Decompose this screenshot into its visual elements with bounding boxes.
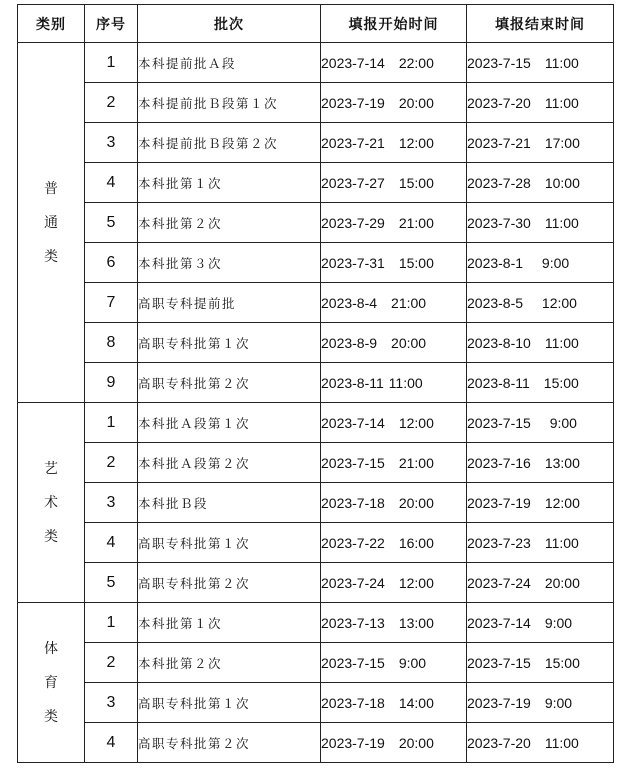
seq-cell: 4 [85,523,138,563]
batch-cell: 本科提前批Ｂ段第２次 [138,123,321,163]
category-label: 体育类 [44,640,58,725]
start-time-cell: 2023-7-13 13:00 [321,603,467,643]
start-time-cell: 2023-7-31 15:00 [321,243,467,283]
end-time-cell: 2023-7-19 9:00 [467,683,614,723]
seq-cell: 4 [85,163,138,203]
end-time-cell: 2023-7-23 11:00 [467,523,614,563]
category-label: 艺术类 [44,460,58,545]
header-row [18,5,614,43]
start-time-cell: 2023-7-14 22:00 [321,43,467,83]
seq-cell: 9 [85,363,138,403]
batch-cell: 本科提前批Ｂ段第１次 [138,83,321,123]
batch-cell: 高职专科批第２次 [138,723,321,763]
seq-cell: 1 [85,603,138,643]
table-row [18,523,614,563]
table-row [18,723,614,763]
start-time-cell: 2023-7-14 12:00 [321,403,467,443]
batch-cell: 高职专科批第２次 [138,563,321,603]
seq-cell: 4 [85,723,138,763]
table-row [18,603,614,643]
category-cell [18,43,85,403]
table-row [18,123,614,163]
category-cell [18,403,85,603]
table-row [18,403,614,443]
seq-cell: 2 [85,83,138,123]
header-start-time: 填报开始时间 [321,5,467,43]
table-row [18,83,614,123]
end-time-cell: 2023-8-5 12:00 [467,283,614,323]
end-time-cell: 2023-7-24 20:00 [467,563,614,603]
start-time-cell: 2023-8-4 21:00 [321,283,467,323]
table-body [18,43,614,763]
seq-cell: 3 [85,483,138,523]
end-time-cell: 2023-7-21 17:00 [467,123,614,163]
header-category: 类别 [18,5,85,43]
table-row [18,483,614,523]
batch-cell: 本科批Ａ段第２次 [138,443,321,483]
end-time-cell: 2023-7-16 13:00 [467,443,614,483]
end-time-cell: 2023-7-28 10:00 [467,163,614,203]
seq-cell: 5 [85,203,138,243]
end-time-cell: 2023-8-11 15:00 [467,363,614,403]
seq-cell: 1 [85,43,138,83]
table-row [18,363,614,403]
end-time-cell: 2023-7-15 15:00 [467,643,614,683]
seq-cell: 8 [85,323,138,363]
table-row [18,203,614,243]
seq-cell: 2 [85,643,138,683]
start-time-cell: 2023-8-11 11:00 [321,363,467,403]
batch-cell: 高职专科批第１次 [138,683,321,723]
end-time-cell: 2023-8-10 11:00 [467,323,614,363]
end-time-cell: 2023-7-15 11:00 [467,43,614,83]
table-row [18,683,614,723]
batch-cell: 本科批第３次 [138,243,321,283]
end-time-cell: 2023-7-15 9:00 [467,403,614,443]
batch-cell: 本科提前批Ａ段 [138,43,321,83]
batch-cell: 本科批第１次 [138,603,321,643]
batch-cell: 本科批第２次 [138,643,321,683]
table-row [18,283,614,323]
start-time-cell: 2023-7-18 14:00 [321,683,467,723]
start-time-cell: 2023-7-19 20:00 [321,83,467,123]
table-row [18,43,614,83]
batch-cell: 本科批Ｂ段 [138,483,321,523]
batch-cell: 本科批Ａ段第１次 [138,403,321,443]
batch-cell: 高职专科提前批 [138,283,321,323]
header-end-time: 填报结束时间 [467,5,614,43]
start-time-cell: 2023-7-19 20:00 [321,723,467,763]
table-row [18,243,614,283]
start-time-cell: 2023-7-22 16:00 [321,523,467,563]
start-time-cell: 2023-7-24 12:00 [321,563,467,603]
batch-cell: 本科批第２次 [138,203,321,243]
end-time-cell: 2023-7-14 9:00 [467,603,614,643]
end-time-cell: 2023-8-1 9:00 [467,243,614,283]
start-time-cell: 2023-7-15 21:00 [321,443,467,483]
batch-cell: 高职专科批第２次 [138,363,321,403]
start-time-cell: 2023-7-29 21:00 [321,203,467,243]
category-label: 普通类 [44,180,58,265]
table-row [18,643,614,683]
start-time-cell: 2023-7-18 20:00 [321,483,467,523]
table-row [18,323,614,363]
category-cell [18,603,85,763]
seq-cell: 3 [85,123,138,163]
table-row [18,443,614,483]
start-time-cell: 2023-7-15 9:00 [321,643,467,683]
end-time-cell: 2023-7-20 11:00 [467,723,614,763]
start-time-cell: 2023-7-21 12:00 [321,123,467,163]
seq-cell: 1 [85,403,138,443]
batch-cell: 本科批第１次 [138,163,321,203]
seq-cell: 6 [85,243,138,283]
seq-cell: 3 [85,683,138,723]
end-time-cell: 2023-7-30 11:00 [467,203,614,243]
end-time-cell: 2023-7-20 11:00 [467,83,614,123]
batch-cell: 高职专科批第１次 [138,323,321,363]
seq-cell: 2 [85,443,138,483]
table-row [18,563,614,603]
seq-cell: 7 [85,283,138,323]
start-time-cell: 2023-7-27 15:00 [321,163,467,203]
header-batch: 批次 [138,5,321,43]
batch-cell: 高职专科批第１次 [138,523,321,563]
enrollment-schedule-table [17,4,614,763]
end-time-cell: 2023-7-19 12:00 [467,483,614,523]
seq-cell: 5 [85,563,138,603]
start-time-cell: 2023-8-9 20:00 [321,323,467,363]
header-seq: 序号 [85,5,138,43]
table-row [18,163,614,203]
